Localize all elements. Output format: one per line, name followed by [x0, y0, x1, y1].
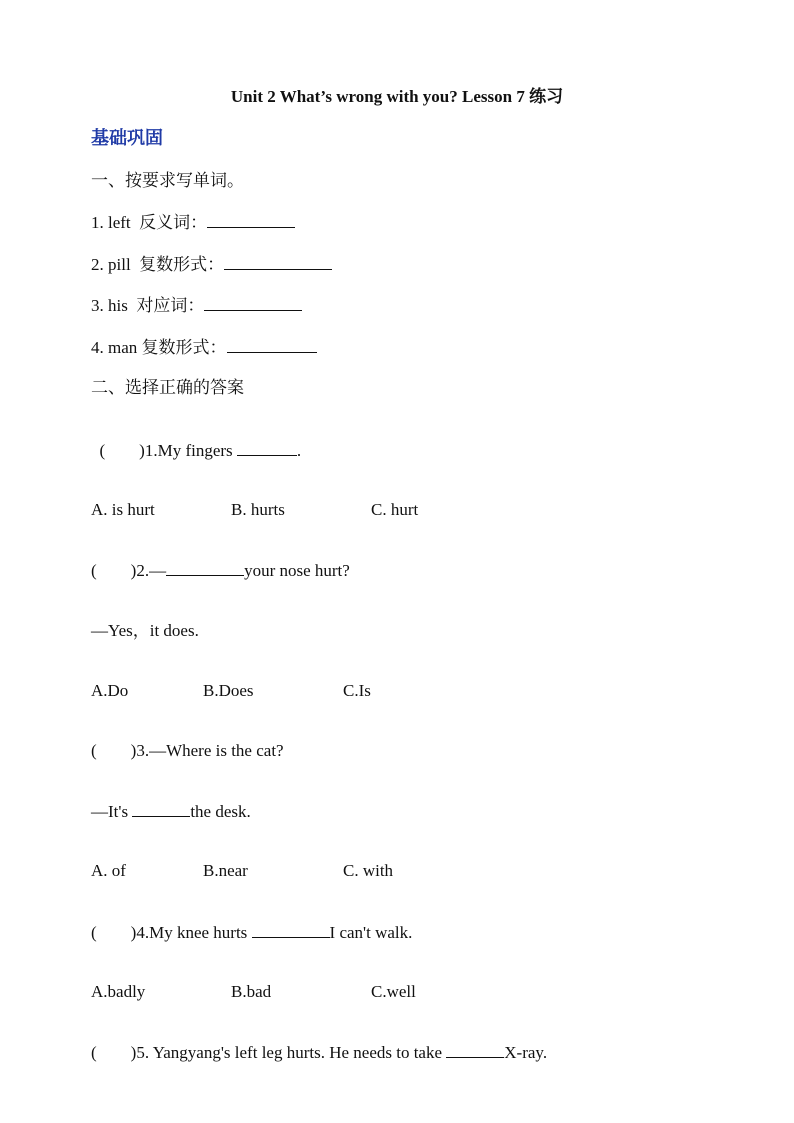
part1-item-2 — [91, 253, 332, 276]
question-1-suffix: . — [296, 441, 302, 460]
question-4-option-b[interactable]: B.bad — [231, 982, 272, 1001]
question-2-answer-line: —Yes，it does. — [91, 621, 199, 640]
part1-item-3 — [91, 294, 302, 317]
question-2-option-b[interactable]: B.Does — [203, 681, 254, 700]
question-1-stem — [91, 439, 301, 462]
answer-blank[interactable] — [227, 336, 317, 353]
part1-item-4 — [91, 336, 317, 359]
part1-item-4-text: 4. man 复数形式： — [91, 338, 227, 357]
question-1-option-c[interactable]: C. hurt — [371, 500, 419, 519]
question-3-option-b[interactable]: B.near — [203, 861, 248, 880]
question-1-prefix: ( )1.My fingers — [91, 441, 237, 460]
question-1-option-a[interactable]: A. is hurt — [91, 500, 155, 519]
part1-heading: 一、按要求写单词。 — [91, 171, 244, 190]
page-title: Unit 2 What’s wrong with you? Lesson 7 练习 — [230, 87, 564, 106]
answer-blank[interactable] — [207, 211, 295, 228]
part1-item-2-text: 2. pill 复数形式： — [91, 255, 225, 274]
question-4-prefix: ( )4.My knee hurts — [91, 923, 252, 942]
question-5-prefix: ( )5. Yangyang's left leg hurts. He needs to take — [91, 1043, 447, 1062]
question-4-option-a[interactable]: A.badly — [91, 982, 146, 1001]
question-3-stem: ( )3.—Where is the cat? — [91, 741, 284, 760]
part1-item-1 — [91, 211, 295, 234]
question-4-stem — [91, 921, 412, 944]
answer-blank[interactable] — [132, 800, 190, 817]
answer-blank[interactable] — [237, 439, 297, 456]
part1-item-1-text: 1. left 反义词： — [91, 213, 208, 232]
question-3-answer-suffix: the desk. — [190, 802, 251, 821]
question-4-option-c[interactable]: C.well — [371, 982, 416, 1001]
question-3-answer-line — [91, 800, 251, 823]
question-2-option-c[interactable]: C.Is — [343, 681, 371, 700]
part1-item-3-text: 3. his 对应词： — [91, 296, 205, 315]
question-5-suffix: X-ray. — [504, 1043, 548, 1062]
question-2-stem — [91, 559, 350, 582]
question-5-stem — [91, 1041, 547, 1064]
question-3-option-a[interactable]: A. of — [91, 861, 126, 880]
question-2-option-a[interactable]: A.Do — [91, 681, 129, 700]
question-3-answer-prefix: —It's — [91, 802, 133, 821]
part2-heading: 二、选择正确的答案 — [91, 378, 244, 397]
section-heading: 基础巩固 — [91, 128, 163, 148]
question-3-option-c[interactable]: C. with — [343, 861, 394, 880]
question-2-suffix: your nose hurt? — [244, 561, 350, 580]
answer-blank[interactable] — [446, 1041, 504, 1058]
answer-blank[interactable] — [224, 253, 332, 270]
answer-blank[interactable] — [252, 921, 330, 938]
answer-blank[interactable] — [204, 294, 302, 311]
question-4-suffix: I can't walk. — [329, 923, 413, 942]
answer-blank[interactable] — [166, 559, 244, 576]
question-2-prefix: ( )2.— — [91, 561, 167, 580]
question-1-option-b[interactable]: B. hurts — [231, 500, 285, 519]
